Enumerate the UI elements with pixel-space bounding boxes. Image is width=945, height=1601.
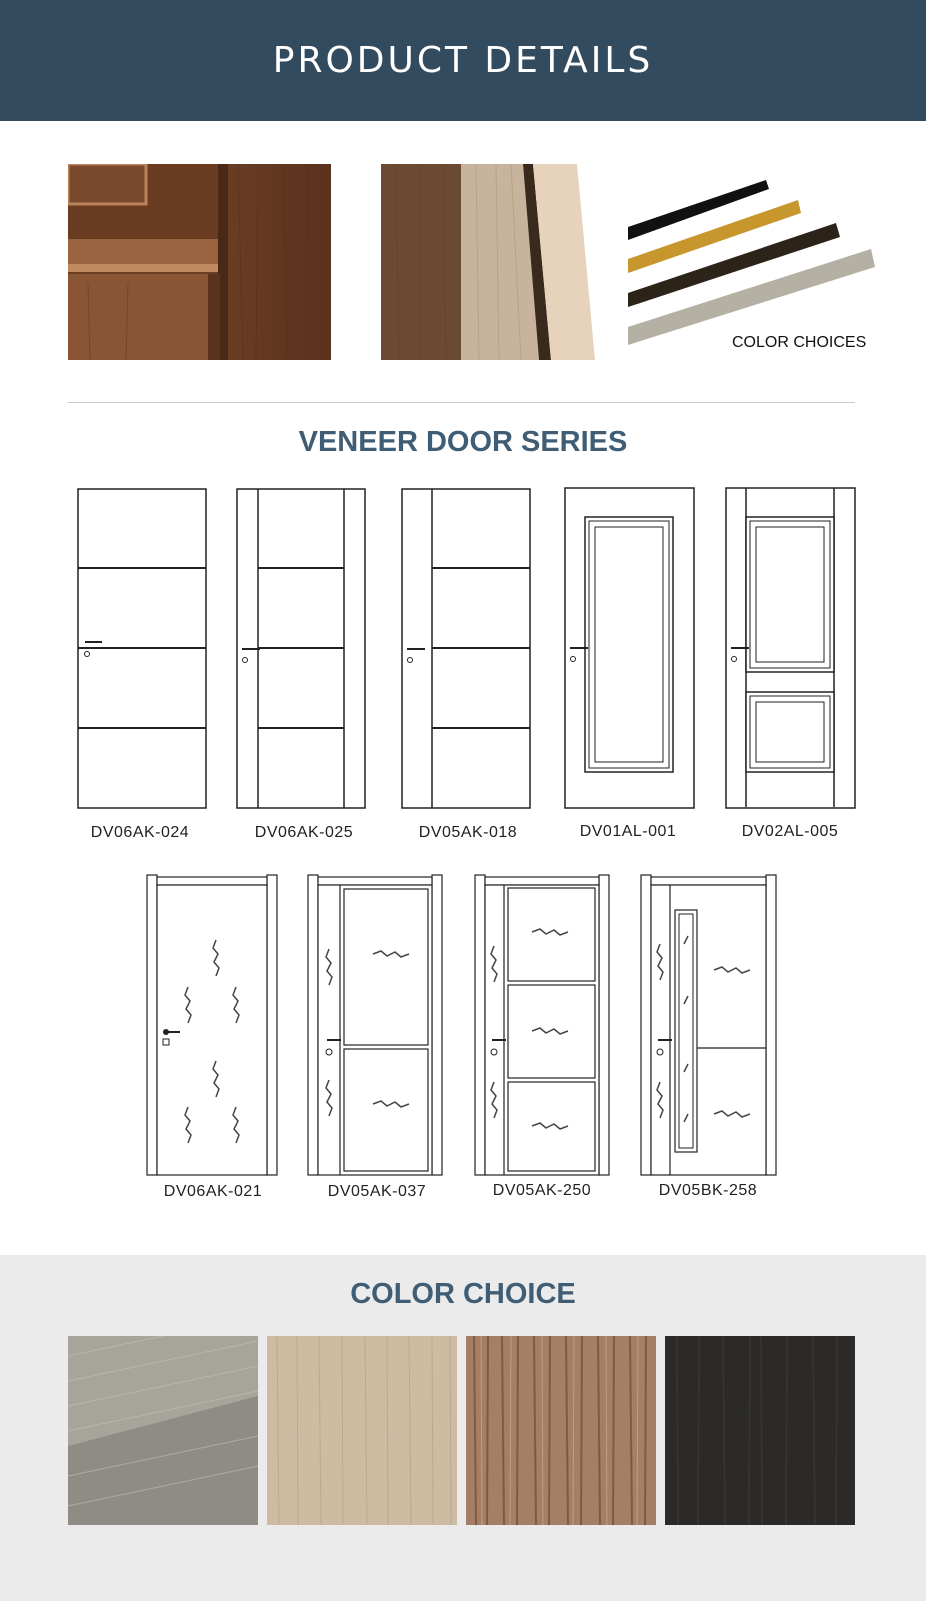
door-code-label: DV06AK-024 bbox=[90, 824, 190, 841]
veneer-series-title: VENEER DOOR SERIES bbox=[298, 426, 628, 458]
door-code-label: DV05AK-018 bbox=[418, 824, 518, 841]
color-strips-photo bbox=[626, 175, 878, 345]
door-drawing bbox=[564, 487, 695, 809]
door-code-label: DV05BK-258 bbox=[658, 1182, 758, 1199]
door-drawing bbox=[401, 488, 531, 809]
dark-wenge-swatch[interactable] bbox=[665, 1336, 855, 1525]
section-divider bbox=[68, 402, 855, 403]
door-edge-closeup-photo bbox=[381, 164, 595, 360]
door-code-label: DV02AL-005 bbox=[741, 823, 839, 840]
door-code-label: DV05AK-037 bbox=[327, 1183, 427, 1200]
door-code-label: DV05AK-250 bbox=[492, 1182, 592, 1199]
page-header bbox=[0, 0, 926, 121]
door-drawing bbox=[146, 874, 278, 1176]
grey-oak-swatch[interactable] bbox=[68, 1336, 258, 1525]
color-choices-label: COLOR CHOICES bbox=[732, 334, 867, 351]
right-margin bbox=[926, 0, 945, 1601]
door-code-label: DV06AK-025 bbox=[254, 824, 354, 841]
door-code-label: DV01AL-001 bbox=[579, 823, 677, 840]
door-code-label: DV06AK-021 bbox=[163, 1183, 263, 1200]
door-drawing bbox=[640, 874, 777, 1176]
light-ash-swatch[interactable] bbox=[267, 1336, 457, 1525]
door-drawing bbox=[77, 488, 207, 809]
zebrano-swatch[interactable] bbox=[466, 1336, 656, 1525]
page-title: PRODUCT DETAILS bbox=[272, 40, 654, 81]
color-choice-title: COLOR CHOICE bbox=[350, 1278, 576, 1310]
wood-panel-closeup-photo bbox=[68, 164, 331, 360]
door-drawing bbox=[307, 874, 443, 1176]
door-drawing bbox=[474, 874, 610, 1176]
door-drawing bbox=[236, 488, 366, 809]
door-drawing bbox=[725, 487, 856, 809]
